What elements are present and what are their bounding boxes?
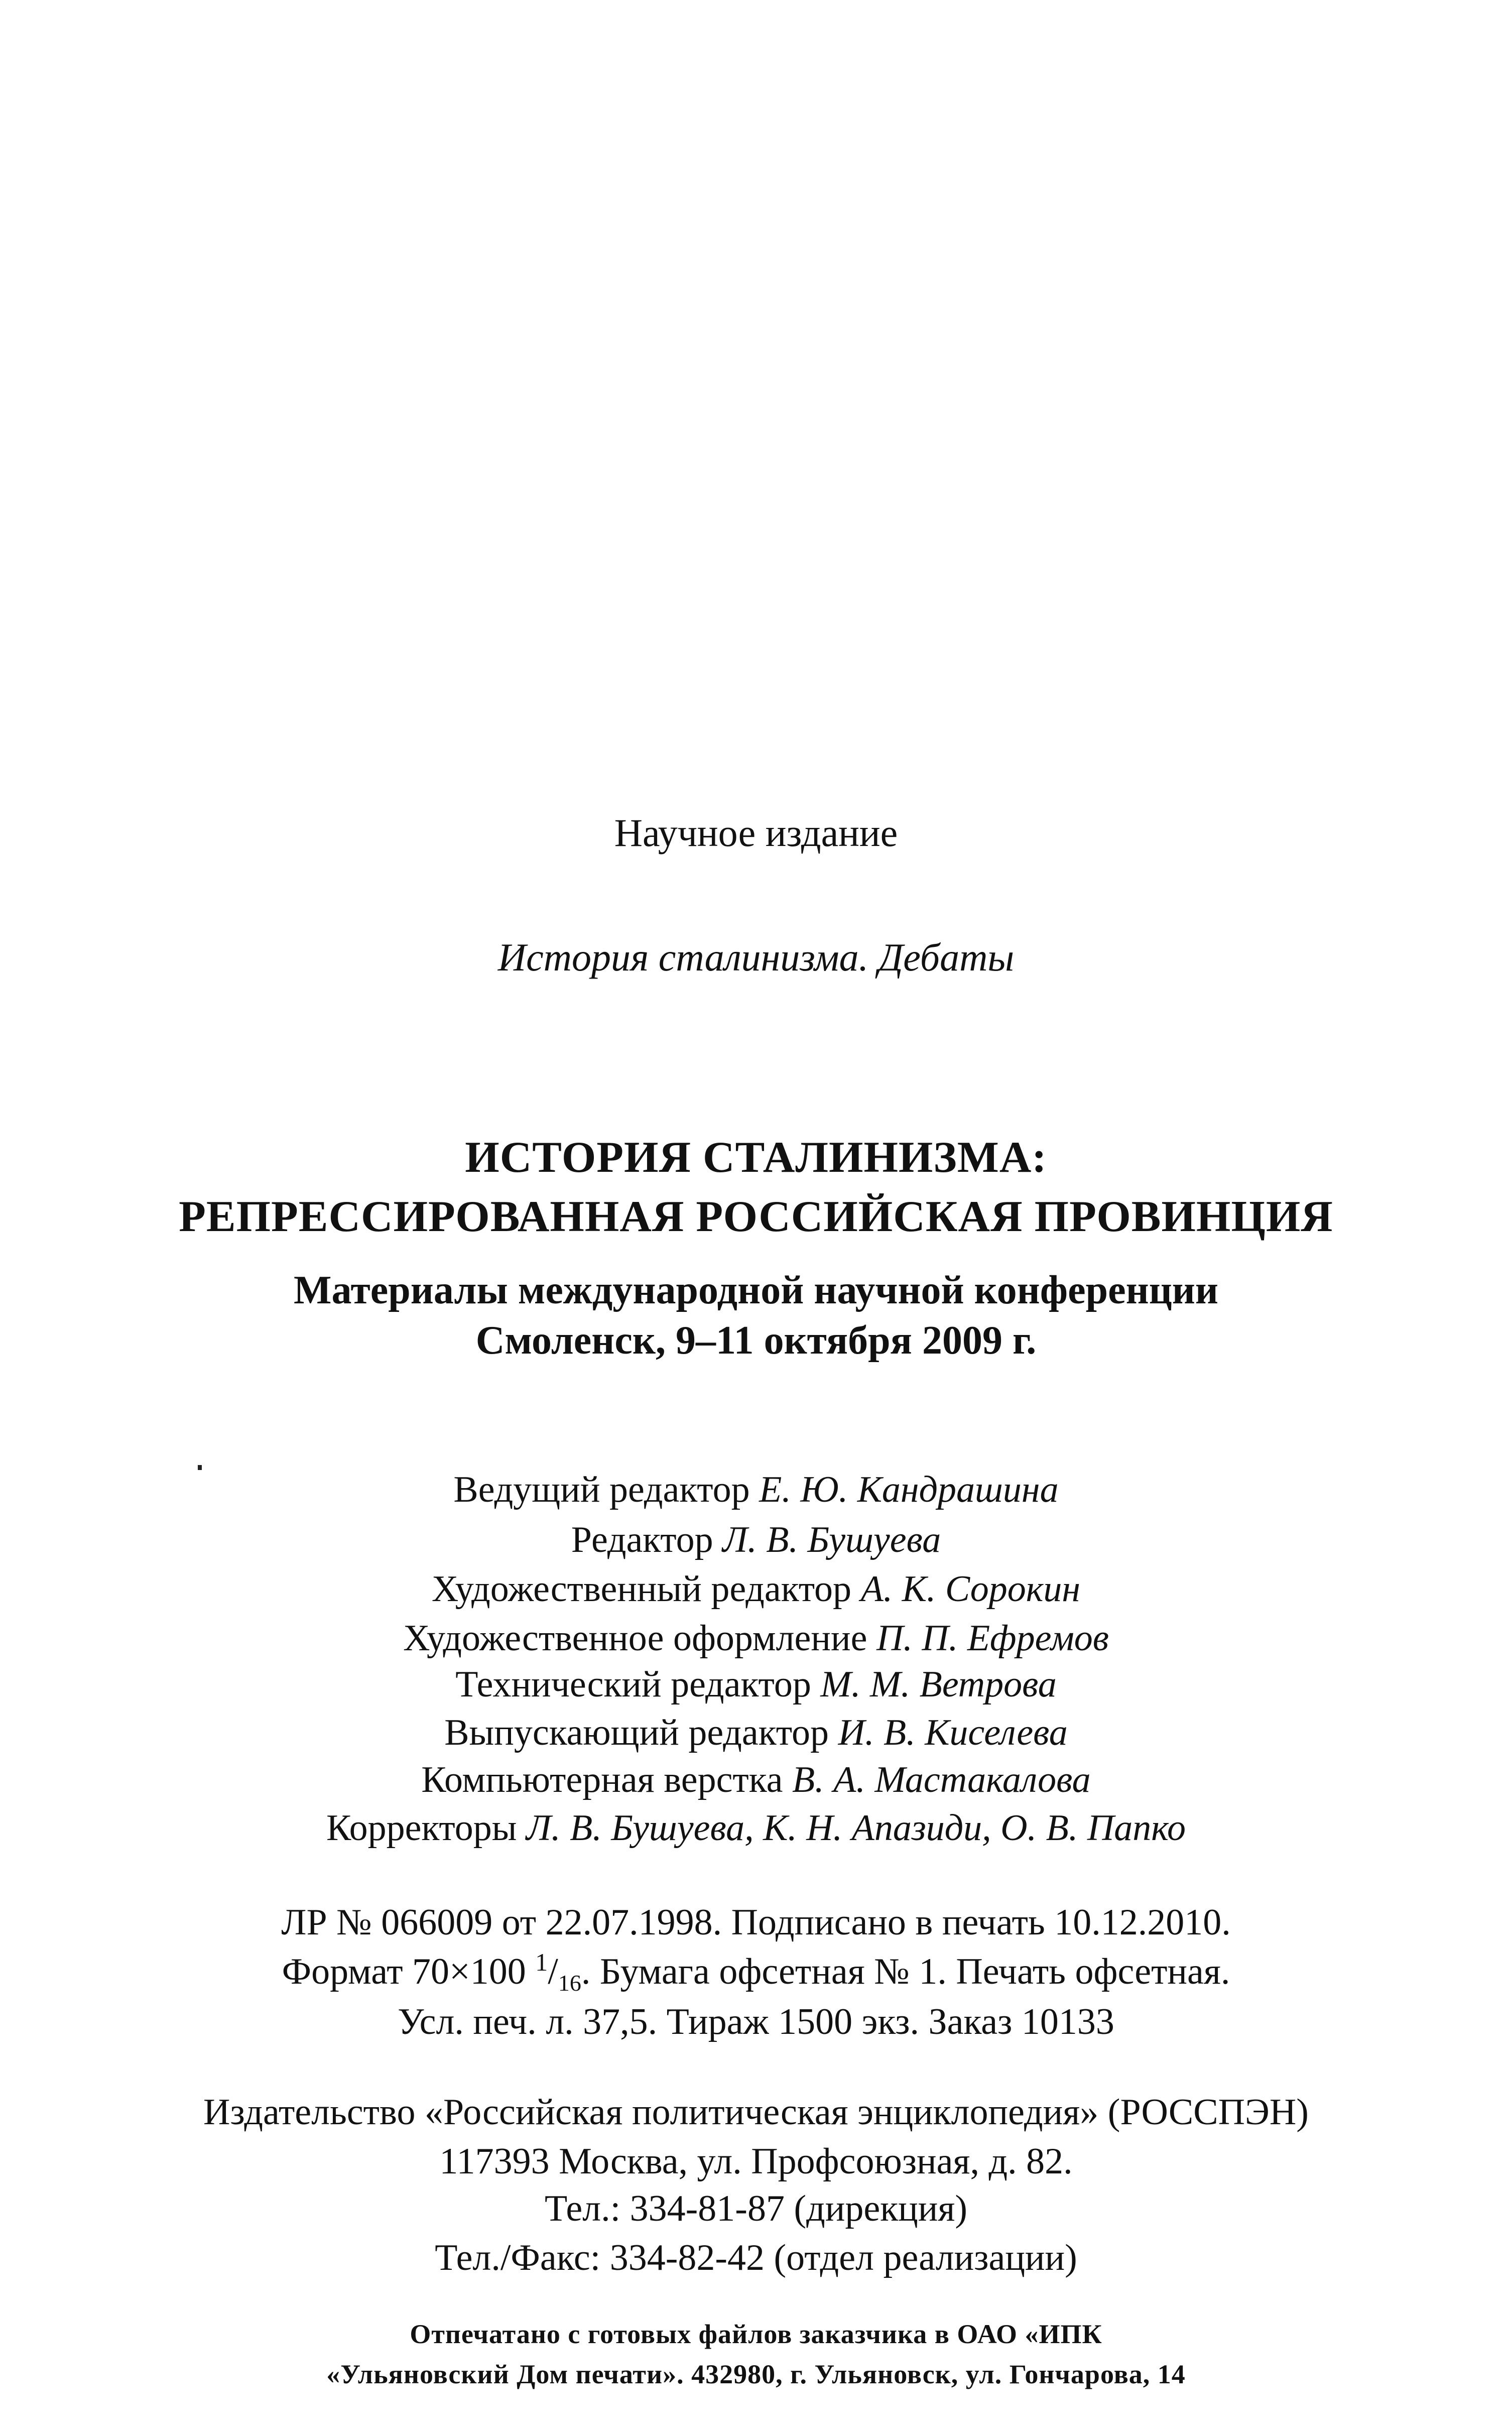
- credit-role: Выпускающий редактор: [444, 1712, 829, 1753]
- printer-line1: Отпечатано с готовых файлов заказчика в ОАО «ИПК: [410, 2319, 1102, 2349]
- format-fraction-numerator: 1: [535, 1948, 548, 1976]
- imprint-line1: ЛР № 066009 от 22.07.1998. Подписано в печать 10.12.2010.: [281, 1902, 1231, 1943]
- credit-name: И. В. Киселева: [838, 1712, 1068, 1753]
- book-title-line1: ИСТОРИЯ СТАЛИНИЗМА:: [465, 1133, 1047, 1182]
- publisher-name: Издательство «Российская политическая энциклопедия» (РОССПЭН): [203, 2092, 1309, 2133]
- credit-line: [0, 1620, 1512, 1657]
- credit-line: [0, 1471, 1512, 1508]
- format-suffix: . Бумага офсетная № 1. Печать офсетная.: [581, 1951, 1230, 1992]
- credit-role: Корректоры: [326, 1807, 517, 1849]
- credit-name: М. М. Ветрова: [820, 1664, 1057, 1705]
- credit-line: [0, 1714, 1512, 1751]
- subtitle-line2: Смоленск, 9–11 октября 2009 г.: [475, 1318, 1037, 1363]
- book-title-line2: РЕПРЕССИРОВАННАЯ РОССИЙСКАЯ ПРОВИНЦИЯ: [179, 1192, 1333, 1241]
- credit-role: Ведущий редактор: [453, 1469, 750, 1510]
- publisher-fax: Тел./Факс: 334-82-42 (отдел реализации): [435, 2237, 1077, 2278]
- credit-name: П. П. Ефремов: [876, 1618, 1109, 1659]
- credit-name: Л. В. Бушуева, К. Н. Апазиди, О. В. Папко: [526, 1807, 1186, 1849]
- printer-line2: «Ульяновский Дом печати». 432980, г. Ульяновск, ул. Гончарова, 14: [326, 2359, 1186, 2389]
- series-title: История сталинизма. Дебаты: [497, 935, 1015, 979]
- credit-line: [0, 1570, 1512, 1608]
- credit-name: Е. Ю. Кандрашина: [759, 1469, 1059, 1510]
- format-fraction-denominator: 16: [558, 1970, 581, 1996]
- credit-line: [0, 1521, 1512, 1558]
- credit-line: [0, 1809, 1512, 1847]
- edition-type: Научное издание: [614, 811, 898, 855]
- format-prefix: Формат 70×100: [282, 1951, 536, 1992]
- publisher-phone: Тел.: 334-81-87 (дирекция): [544, 2188, 968, 2229]
- credit-role: Художественный редактор: [431, 1568, 852, 1610]
- credit-name: А. К. Сорокин: [860, 1568, 1081, 1610]
- stray-dot: [198, 1465, 202, 1470]
- credit-name: Л. В. Бушуева: [722, 1519, 941, 1560]
- credit-role: Редактор: [571, 1519, 713, 1560]
- credit-role: Технический редактор: [455, 1664, 811, 1705]
- subtitle-line1: Материалы международной научной конференции: [294, 1268, 1218, 1312]
- format-fraction-slash: /: [548, 1951, 558, 1992]
- credit-role: Компьютерная верстка: [421, 1759, 783, 1800]
- imprint-line2: [0, 1948, 1512, 1996]
- credit-line: [0, 1666, 1512, 1703]
- credit-name: В. А. Мастакалова: [792, 1759, 1091, 1800]
- publisher-address: 117393 Москва, ул. Профсоюзная, д. 82.: [439, 2141, 1073, 2182]
- credit-line: [0, 1761, 1512, 1798]
- credit-role: Художественное оформление: [403, 1618, 867, 1659]
- imprint-line3: Усл. печ. л. 37,5. Тираж 1500 экз. Заказ 10133: [398, 2001, 1114, 2042]
